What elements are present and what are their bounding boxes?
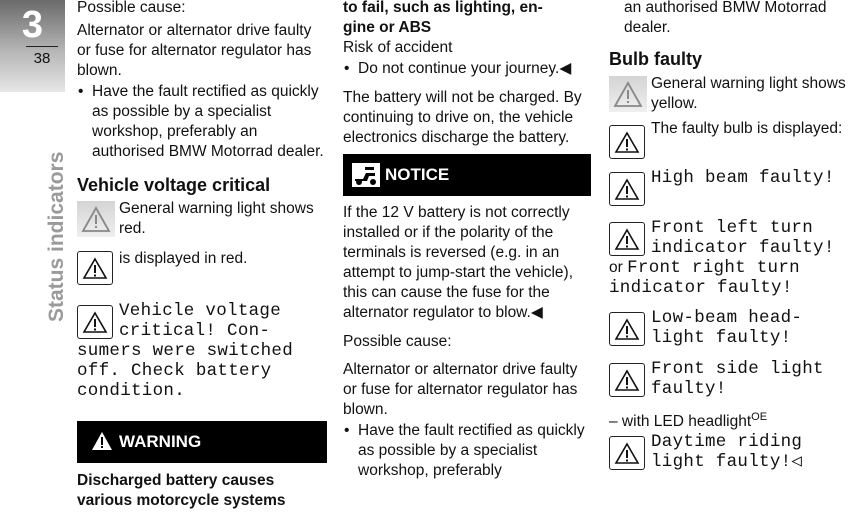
warning-light-row bbox=[609, 74, 856, 114]
warning-text-line: various motorcycle systems bbox=[77, 492, 286, 509]
possible-cause-label: Possible cause: bbox=[343, 333, 452, 350]
battery-text: The battery will not be charged. By continuing to drive on, the vehicle electronics discharge the battery. bbox=[343, 89, 582, 146]
message-line: Front right turn bbox=[627, 258, 800, 278]
chapter-tab bbox=[0, 0, 65, 92]
bullet-item: • Do not continue your journey.◀ bbox=[343, 59, 591, 79]
daytime-row bbox=[609, 432, 856, 472]
front-right-message bbox=[609, 258, 856, 298]
led-note bbox=[609, 407, 856, 432]
possible-cause-label: Possible cause: bbox=[77, 0, 186, 16]
column-3 bbox=[609, 0, 856, 472]
warning-text-cont bbox=[343, 0, 591, 38]
displayed-red-row bbox=[77, 249, 327, 289]
message-line: Vehicle voltage bbox=[119, 301, 282, 321]
warning-triangle-icon bbox=[609, 436, 645, 470]
or-text: or bbox=[609, 259, 623, 276]
risk-text: Risk of accident bbox=[343, 39, 453, 56]
message-line: Low-beam head- bbox=[651, 308, 803, 328]
display-message bbox=[77, 301, 327, 341]
warning-triangle-icon bbox=[77, 305, 113, 339]
notice-banner bbox=[343, 154, 591, 196]
message-line: light faulty!◁ bbox=[651, 452, 803, 473]
column-1 bbox=[77, 0, 327, 511]
section-heading: Bulb faulty bbox=[609, 49, 702, 69]
warning-triangle-icon bbox=[609, 125, 645, 159]
warning-light-text: General warning light shows yellow. bbox=[651, 75, 846, 112]
warning-triangle-icon bbox=[609, 222, 645, 256]
message-line: off. Check battery bbox=[77, 361, 272, 381]
page-number: 38 bbox=[33, 50, 51, 67]
warning-label: WARNING bbox=[119, 432, 202, 451]
low-beam-row bbox=[609, 308, 856, 348]
message-line: sumers were switched bbox=[77, 341, 294, 361]
motorcycle-notice-icon bbox=[351, 162, 381, 188]
high-beam-message: High beam faulty! bbox=[651, 168, 835, 188]
notice-label: NOTICE bbox=[385, 165, 450, 184]
warning-text-line: gine or ABS bbox=[343, 19, 432, 36]
front-side-message bbox=[651, 359, 856, 399]
front-side-row bbox=[609, 359, 856, 399]
bullet-item: • Have the fault rectified as quickly as possible by a specialist workshop, preferably bbox=[343, 421, 591, 481]
section-title: Status indicators bbox=[45, 151, 68, 322]
warning-triangle-icon bbox=[77, 201, 115, 237]
cause-text: Alternator or alternator drive faulty or fuse for alternator regulator has blown. bbox=[77, 22, 312, 79]
message-line: faulty! bbox=[651, 379, 727, 399]
message-line: Front side light bbox=[651, 359, 824, 379]
voltage-message-row bbox=[77, 301, 327, 401]
display-message-cont bbox=[77, 341, 327, 401]
warning-triangle-icon bbox=[609, 363, 645, 397]
notice-text: If the 12 V battery is not correctly installed or if the polarity of the terminals is reversed (e.g. in an attempt to jump-start the vehicle), this can cause the fuse for the alternator regulator to blow.◀ bbox=[343, 204, 574, 321]
front-left-message bbox=[651, 218, 856, 258]
led-note-text: – with LED headlight bbox=[609, 413, 752, 431]
message-line: critical! Con- bbox=[119, 321, 271, 341]
warning-triangle-icon bbox=[91, 431, 113, 451]
daytime-message bbox=[651, 432, 856, 472]
message-line: light faulty! bbox=[651, 328, 792, 348]
warning-triangle-icon bbox=[609, 76, 647, 112]
warning-light-row bbox=[77, 199, 327, 239]
chapter-number: 3 bbox=[21, 4, 44, 46]
warning-banner bbox=[77, 421, 327, 463]
message-line: Daytime riding bbox=[651, 432, 803, 453]
front-left-row bbox=[609, 218, 856, 258]
warning-light-text: General warning light shows red. bbox=[119, 200, 314, 237]
tab-divider bbox=[26, 46, 58, 47]
oe-superscript: OE bbox=[751, 411, 768, 423]
warning-triangle-icon bbox=[609, 312, 645, 346]
section-heading: Vehicle voltage critical bbox=[77, 175, 271, 195]
low-beam-message bbox=[651, 308, 856, 348]
warning-text-line: to fail, such as lighting, en- bbox=[343, 0, 543, 16]
high-beam-row bbox=[609, 168, 856, 212]
continued-text: an authorised BMW Motorrad dealer. bbox=[624, 0, 827, 36]
warning-triangle-icon bbox=[77, 251, 113, 285]
cause-text: Alternator or alternator drive faulty or fuse for alternator regulator has blown. bbox=[343, 361, 578, 418]
message-line: indicator faulty! bbox=[609, 278, 793, 298]
message-line: condition. bbox=[77, 381, 186, 401]
warning-triangle-icon bbox=[609, 172, 645, 206]
bulb-displayed-text: The faulty bulb is displayed: bbox=[651, 120, 843, 137]
displayed-red-text: is displayed in red. bbox=[119, 250, 248, 267]
bullet-item: • Have the fault rectified as quickly as possible by a specialist workshop, preferably an authorised BMW Motorrad dealer. bbox=[77, 82, 327, 162]
message-line: Front left turn bbox=[651, 218, 814, 238]
warning-text-line: Discharged battery causes bbox=[77, 472, 275, 489]
message-line: indicator faulty! bbox=[651, 238, 835, 258]
bulb-displayed-row bbox=[609, 119, 856, 163]
warning-text bbox=[77, 471, 327, 511]
column-2 bbox=[343, 0, 591, 481]
